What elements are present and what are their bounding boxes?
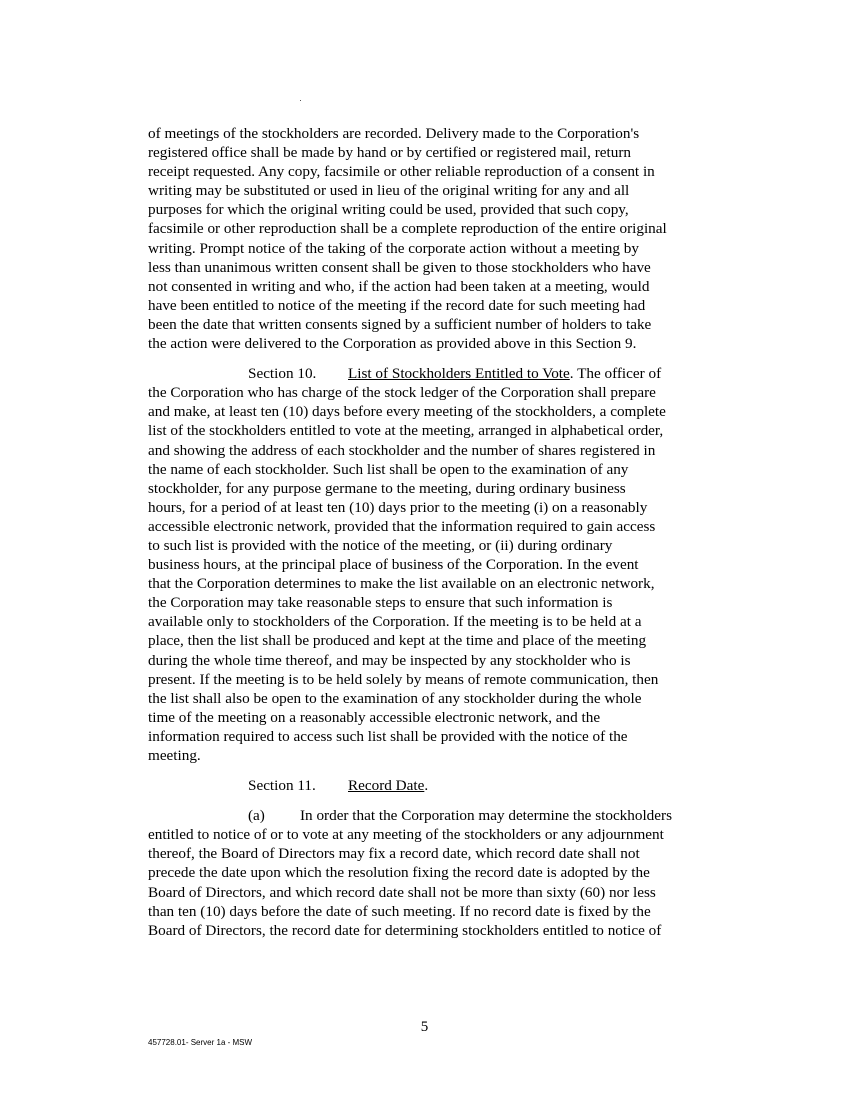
section-10-first-line <box>148 364 722 383</box>
text-line: stockholder, for any purpose germane to the meeting, during ordinary business <box>148 479 626 497</box>
text-line: present. If the meeting is to be held solely by means of remote communication, then <box>148 670 659 688</box>
section-10-first-line-rest: . The officer of <box>569 365 662 383</box>
text-line: time of the meeting on a reasonably accessible electronic network, and the <box>148 708 601 726</box>
text-line: facsimile or other reproduction shall be a complete reproduction of the entire original <box>148 220 667 238</box>
section-10-heading: List of Stockholders Entitled to Vote <box>348 365 570 383</box>
text-line: writing. Prompt notice of the taking of the corporate action without a meeting by <box>148 239 639 257</box>
section-11-heading-end: . <box>424 777 429 795</box>
scan-speck <box>300 100 301 101</box>
text-line: thereof, the Board of Directors may fix a record date, which record date shall not <box>148 845 640 863</box>
text-line: Board of Directors, and which record date shall not be more than sixty (60) nor less <box>148 883 656 901</box>
text-line: writing may be substituted or used in lieu of the original writing for any and all <box>148 182 630 200</box>
section-11-heading: Record Date <box>348 777 425 795</box>
text-line: business hours, at the principal place of business of the Corporation. In the event <box>148 556 639 574</box>
section-11-subsection-a <box>148 806 722 940</box>
text-line: the Corporation may take reasonable steps to ensure that such information is <box>148 594 613 612</box>
text-line: list of the stockholders entitled to vote at the meeting, arranged in alphabetical order, <box>148 422 664 440</box>
text-line: of meetings of the stockholders are recorded. Delivery made to the Corporation's <box>148 125 640 142</box>
text-line: less than unanimous written consent shall be given to those stockholders who have <box>148 258 651 276</box>
subsection-a-first-text: In order that the Corporation may determine the stockholders <box>300 807 672 825</box>
document-id-footer: 457728.01- Server 1a - MSW <box>148 1038 253 1047</box>
text-line: meeting. <box>148 747 201 764</box>
section-10 <box>148 364 722 765</box>
text-line: the name of each stockholder. Such list shall be open to the examination of any <box>148 460 629 478</box>
text-line: purposes for which the original writing could be used, provided that such copy, <box>148 201 629 219</box>
text-line: available only to stockholders of the Corporation. If the meeting is to be held at a <box>148 613 642 631</box>
text-line: during the whole time thereof, and may be inspected by any stockholder who is <box>148 651 631 669</box>
text-line: the Corporation who has charge of the stock ledger of the Corporation shall prepare <box>148 384 656 402</box>
text-line: hours, for a period of at least ten (10) days prior to the meeting (i) on a reasonably <box>148 498 648 516</box>
text-line: the list shall also be open to the examination of any stockholder during the whole <box>148 689 642 707</box>
text-line: receipt requested. Any copy, facsimile or other reliable reproduction of a consent in <box>148 163 655 181</box>
text-line: and make, at least ten (10) days before every meeting of the stockholders, a complete <box>148 403 666 421</box>
page-number: 5 <box>420 1019 429 1035</box>
document-body <box>148 124 722 940</box>
text-line: that the Corporation determines to make the list available on an electronic network, <box>148 575 655 593</box>
text-line: information required to access such list shall be provided with the notice of the <box>148 727 628 745</box>
text-line: to such list is provided with the notice of the meeting, or (ii) during ordinary <box>148 536 613 554</box>
text-line: accessible electronic network, provided that the information required to gain access <box>148 517 656 535</box>
section-9-continued-paragraph <box>148 124 722 353</box>
section-11-heading-line <box>148 776 722 795</box>
text-line: than ten (10) days before the date of such meeting. If no record date is fixed by the <box>148 902 651 920</box>
text-line: precede the date upon which the resolution fixing the record date is adopted by the <box>148 864 650 882</box>
text-line: not consented in writing and who, if the action had been taken at a meeting, would <box>148 277 650 295</box>
text-line: registered office shall be made by hand or by certified or registered mail, return <box>148 144 631 162</box>
text-line: place, then the list shall be produced and kept at the time and place of the meeting <box>148 632 647 650</box>
section-10-number: Section 10. <box>248 365 317 383</box>
text-line: entitled to notice of or to vote at any meeting of the stockholders or any adjournment <box>148 826 664 844</box>
subsection-a-first-line <box>148 806 722 825</box>
text-line: been the date that written consents signed by a sufficient number of holders to take <box>148 315 652 333</box>
text-line: Board of Directors, the record date for determining stockholders entitled to notice of <box>148 921 662 939</box>
text-line: and showing the address of each stockholder and the number of shares registered in <box>148 441 656 459</box>
section-11-number: Section 11. <box>248 777 316 795</box>
section-11 <box>148 776 722 940</box>
text-line: have been entitled to notice of the meeting if the record date for such meeting had <box>148 296 646 314</box>
subsection-a-label: (a) <box>248 807 265 825</box>
text-line: the action were delivered to the Corporation as provided above in this Section 9. <box>148 335 637 353</box>
